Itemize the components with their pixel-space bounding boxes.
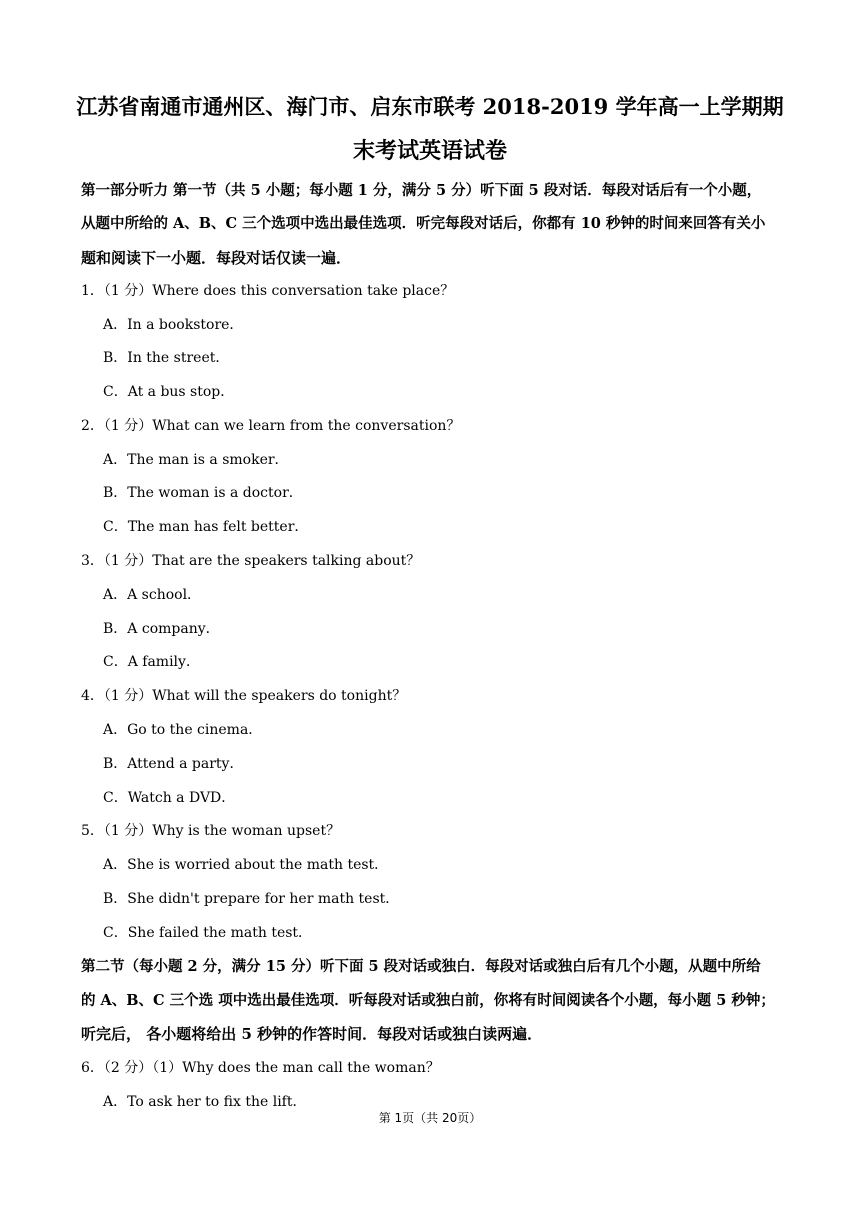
question-5-option-b: B．She didn't prepare for her math test． (103, 891, 400, 907)
question-3-option-a: A．A school． (103, 587, 202, 603)
question-1-option-a: A．In a bookstore． (103, 317, 244, 333)
section2-instructions-line-3: 听完后， 各小题将给出 5 秒钟的作答时间．每段对话或独白读两遍． (81, 1025, 543, 1043)
section1-instructions-line-1: 第一部分听力 第一节（共 5 小题；每小题 1 分，满分 5 分）听下面 5 段对话．每段对话后有一个小题， (81, 182, 762, 199)
document-title-line-1: 江苏省南通市通州区、海门市、启东市联考 2018-2019 学年高一上学期期 (76, 94, 784, 119)
section1-instructions-line-2: 从题中所给的 A、B、C 三个选项中选出最佳选项．听完每段对话后，你都有 10 秒钟的时间来回答有关小 (81, 215, 766, 232)
question-3: 3．（1 分）That are the speakers talking about？ (81, 553, 421, 569)
question-6: 6．（2 分）（1）Why does the man call the woman？ (81, 1060, 440, 1076)
question-5-option-a: A．She is worried about the math test． (103, 857, 389, 873)
question-5-option-c: C．She failed the math test． (103, 925, 313, 941)
section2-instructions-line-2: 的 A、B、C 三个选 项中选出最佳选项．听每段对话或独白前，你将有时间阅读各个小题，每小题 5 秒钟； (81, 992, 775, 1009)
question-5: 5．（1 分）Why is the woman upset？ (81, 823, 341, 839)
question-4-option-c: C．Watch a DVD． (103, 790, 236, 806)
question-1-option-b: B．In the street． (103, 350, 230, 366)
question-4: 4．（1 分）What will the speakers do tonight？ (81, 688, 407, 704)
page-footer: 第 1页（共 20页） (378, 1111, 482, 1125)
section1-instructions-line-3: 题和阅读下一小题．每段对话仅读一遍． (81, 249, 352, 267)
question-1-option-c: C．At a bus stop． (103, 384, 235, 400)
question-3-option-b: B．A company． (103, 621, 220, 637)
question-4-option-b: B．Attend a party． (103, 756, 244, 772)
question-4-option-a: A．Go to the cinema． (103, 722, 263, 738)
question-2: 2．（1 分）What can we learn from the conversation？ (81, 418, 461, 434)
question-2-option-c: C．The man has felt better． (103, 519, 309, 535)
document-title-line-2: 末考试英语试卷 (352, 138, 507, 164)
question-2-option-a: A．The man is a smoker． (103, 452, 289, 468)
question-1: 1．（1 分）Where does this conversation take place？ (81, 283, 455, 299)
section2-instructions-line-1: 第二节（每小题 2 分，满分 15 分）听下面 5 段对话或独白．每段对话或独白后有几个小题，从题中所给 (81, 958, 761, 975)
question-2-option-b: B．The woman is a doctor． (103, 485, 303, 501)
question-3-option-c: C．A family． (103, 654, 200, 670)
question-6-option-a: A．To ask her to fix the lift． (103, 1094, 307, 1110)
